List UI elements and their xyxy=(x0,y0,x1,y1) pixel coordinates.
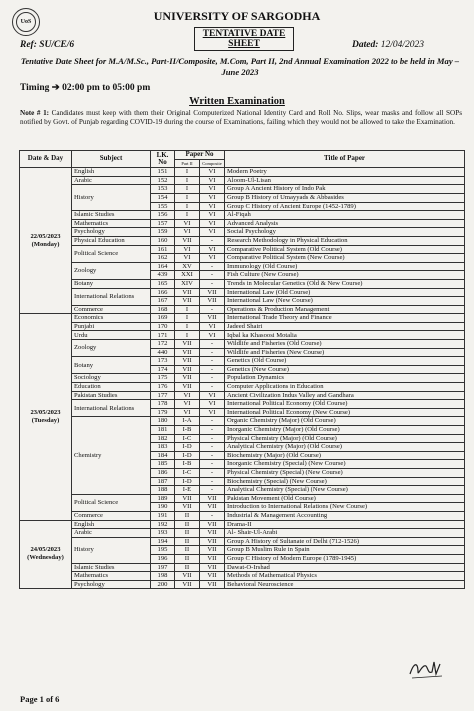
table-row xyxy=(20,520,465,529)
paper-title: Operations & Production Management xyxy=(225,305,465,314)
paper-part2: I xyxy=(175,211,200,220)
paper-composite: VI xyxy=(200,211,225,220)
subject-name: Mathematics xyxy=(72,219,151,228)
paper-title: International Political Economy (Old Course) xyxy=(225,400,465,409)
note-label: Note # 1: xyxy=(20,109,50,117)
date-value: 22/05/2023 xyxy=(30,232,61,240)
day-value: (Wednesday) xyxy=(27,554,64,562)
paper-part2: I-D xyxy=(175,477,200,486)
lk-number: 182 xyxy=(151,434,175,443)
lk-number: 169 xyxy=(151,314,175,323)
paper-composite: - xyxy=(200,262,225,271)
lk-number: 151 xyxy=(151,168,175,177)
paper-composite: VI xyxy=(200,193,225,202)
paper-composite: - xyxy=(200,236,225,245)
subject-name: Pakistan Studies xyxy=(72,391,151,400)
paper-title: International Trade Theory and Finance xyxy=(225,314,465,323)
subject-name: History xyxy=(72,537,151,563)
paper-composite: - xyxy=(200,486,225,495)
subject-name: Commerce xyxy=(72,511,151,520)
paper-part2: VI xyxy=(175,245,200,254)
day-value: (Monday) xyxy=(31,240,60,248)
subject-name: Psychology xyxy=(72,580,151,589)
paper-title: Behavioral Neuroscience xyxy=(225,580,465,589)
table-row xyxy=(20,580,465,589)
subject-name: Arabic xyxy=(72,529,151,538)
paper-title: Advanced Analysis xyxy=(225,219,465,228)
table-row xyxy=(20,322,465,331)
paper-part2: I xyxy=(175,185,200,194)
lk-number: 152 xyxy=(151,176,175,185)
table-row xyxy=(20,288,465,297)
date-value: 23/05/2023 xyxy=(30,408,61,416)
paper-title: Al- Shair-Ul-Arabi xyxy=(225,529,465,538)
paper-part2: XV xyxy=(175,262,200,271)
paper-part2: VII xyxy=(175,365,200,374)
subject-name: International Relations xyxy=(72,288,151,305)
paper-part2: II xyxy=(175,537,200,546)
table-row xyxy=(20,537,465,546)
paper-part2: VI xyxy=(175,408,200,417)
lk-number: 197 xyxy=(151,563,175,572)
paper-part2: VII xyxy=(175,348,200,357)
lk-number: 188 xyxy=(151,486,175,495)
table-row xyxy=(20,331,465,340)
paper-composite: VII xyxy=(200,537,225,546)
paper-title: International Political Economy (New Course) xyxy=(225,408,465,417)
paper-title: Population Dynamics xyxy=(225,374,465,383)
lk-number: 176 xyxy=(151,383,175,392)
paper-composite: - xyxy=(200,468,225,477)
paper-title: Fish Culture (New Course) xyxy=(225,271,465,280)
paper-composite: VII xyxy=(200,297,225,306)
paper-title: Inorganic Chemistry (Special) (New Course) xyxy=(225,460,465,469)
paper-part2: I-D xyxy=(175,443,200,452)
document-heading: TENTATIVE DATE SHEET xyxy=(194,27,294,51)
paper-title: Comparative Political System (Old Course) xyxy=(225,245,465,254)
paper-composite: - xyxy=(200,305,225,314)
paper-composite: VI xyxy=(200,408,225,417)
subject-name: Sociology xyxy=(72,374,151,383)
lk-number: 155 xyxy=(151,202,175,211)
paper-title: Comparative Political System (New Course) xyxy=(225,254,465,263)
paper-composite: VII xyxy=(200,580,225,589)
paper-part2: VII xyxy=(175,503,200,512)
table-row xyxy=(20,219,465,228)
paper-part2: VI xyxy=(175,391,200,400)
lk-number: 186 xyxy=(151,468,175,477)
dated-value: 12/04/2023 xyxy=(380,40,425,50)
table-row xyxy=(20,494,465,503)
lk-number: 194 xyxy=(151,537,175,546)
paper-composite: VI xyxy=(200,331,225,340)
paper-part2: I xyxy=(175,193,200,202)
paper-title: Organic Chemistry (Major) (Old Course) xyxy=(225,417,465,426)
header-subject: Subject xyxy=(72,151,151,168)
paper-title: Trends in Molecular Genetics (Old & New Course) xyxy=(225,279,465,288)
lk-number: 193 xyxy=(151,529,175,538)
day-value: (Tuesday) xyxy=(31,416,60,424)
paper-composite: - xyxy=(200,451,225,460)
paper-title: Group B Muslim Rule in Spain xyxy=(225,546,465,555)
paper-title: Group C History of Modern Europe (1789-1945) xyxy=(225,554,465,563)
reference-number: Ref: SU/CE/6 xyxy=(20,40,75,50)
paper-title: Pakistan Movement (Old Course) xyxy=(225,494,465,503)
table-row xyxy=(20,176,465,185)
paper-part2: VI xyxy=(175,219,200,228)
paper-composite: - xyxy=(200,365,225,374)
table-row xyxy=(20,340,465,349)
lk-number: 190 xyxy=(151,503,175,512)
paper-part2: II xyxy=(175,563,200,572)
paper-part2: I-E xyxy=(175,486,200,495)
university-name: UNIVERSITY OF SARGODHA xyxy=(153,9,321,23)
paper-part2: II xyxy=(175,554,200,563)
paper-part2: VI xyxy=(175,254,200,263)
table-row xyxy=(20,262,465,271)
paper-composite: VI xyxy=(200,176,225,185)
table-row xyxy=(20,383,465,392)
paper-part2: II xyxy=(175,520,200,529)
note-text: Candidates must keep with them their Original Computerized National Identity Card and Roll No. Slips, wear masks and follow all SOPs notified by Govt. of Punjab regarding COVID-19 during the course of Examinations, failing which they would not be allowed to take the Examination. xyxy=(20,109,463,126)
subject-name: English xyxy=(72,520,151,529)
paper-title: Genetics (Old Course) xyxy=(225,357,465,366)
paper-title: Group B History of Umayyads & Abbasides xyxy=(225,193,465,202)
subject-name: International Relations xyxy=(72,400,151,417)
paper-title: Wildlife and Fisheries (Old Course) xyxy=(225,340,465,349)
table-row xyxy=(20,211,465,220)
paper-composite: - xyxy=(200,340,225,349)
paper-title: Genetics (New Course) xyxy=(225,365,465,374)
subject-name: Chemistry xyxy=(72,417,151,494)
paper-title: Modern Poetry xyxy=(225,168,465,177)
subject-name: Education xyxy=(72,383,151,392)
paper-composite: VII xyxy=(200,494,225,503)
paper-part2: II xyxy=(175,511,200,520)
paper-part2: I-B xyxy=(175,426,200,435)
lk-number: 162 xyxy=(151,254,175,263)
paper-title: Analytical Chemistry (Special) (New Course) xyxy=(225,486,465,495)
paper-part2: VII xyxy=(175,383,200,392)
paper-composite: VI xyxy=(200,219,225,228)
table-row xyxy=(20,572,465,581)
subject-name: Botany xyxy=(72,357,151,374)
subject-name: Political Science xyxy=(72,494,151,511)
lk-number: 181 xyxy=(151,426,175,435)
lk-number: 189 xyxy=(151,494,175,503)
paper-title: Biochemistry (Special) (New Course) xyxy=(225,477,465,486)
paper-part2: VII xyxy=(175,288,200,297)
signature-icon xyxy=(406,658,446,680)
table-row xyxy=(20,279,465,288)
paper-composite: - xyxy=(200,417,225,426)
subject-name: Political Science xyxy=(72,245,151,262)
table-row xyxy=(20,529,465,538)
lk-number: 167 xyxy=(151,297,175,306)
lk-number: 195 xyxy=(151,546,175,555)
subject-name: Physical Education xyxy=(72,236,151,245)
subject-name: History xyxy=(72,185,151,211)
paper-composite: VI xyxy=(200,391,225,400)
lk-number: 161 xyxy=(151,245,175,254)
paper-part2: II xyxy=(175,546,200,555)
paper-part2: XIV xyxy=(175,279,200,288)
paper-composite: VI xyxy=(200,228,225,237)
table-row xyxy=(20,245,465,254)
paper-title: Group A Ancient History of Indo Pak xyxy=(225,185,465,194)
paper-title: Drama-II xyxy=(225,520,465,529)
header-title: Title of Paper xyxy=(225,151,465,168)
subtitle: Tentative Date Sheet for M.A/M.Sc., Part-II/Composite, M.Com, Part II, 2nd Annual Examination 2022 to be held in May – June 2023 xyxy=(20,56,460,77)
subject-name: Psychology xyxy=(72,228,151,237)
timing-value: 02:00 pm to 05:00 pm xyxy=(62,83,151,93)
paper-title: Immunology (Old Course) xyxy=(225,262,465,271)
lk-number: 200 xyxy=(151,580,175,589)
lk-number: 184 xyxy=(151,451,175,460)
paper-title: Aloom-Ul-Lisan xyxy=(225,176,465,185)
lk-number: 177 xyxy=(151,391,175,400)
table-row xyxy=(20,236,465,245)
header-paper: Paper No xyxy=(175,151,225,160)
paper-part2: I-C xyxy=(175,434,200,443)
paper-title: Wildlife and Fisheries (New Course) xyxy=(225,348,465,357)
paper-title: Social Psychology xyxy=(225,228,465,237)
timing-label: Timing xyxy=(20,83,50,93)
lk-number: 157 xyxy=(151,219,175,228)
lk-number: 178 xyxy=(151,400,175,409)
subject-name: Economics xyxy=(72,314,151,323)
paper-composite: - xyxy=(200,434,225,443)
header-part2: Part II xyxy=(175,159,200,168)
paper-part2: I xyxy=(175,314,200,323)
paper-part2: VII xyxy=(175,580,200,589)
paper-title: Iqbal ka Khasoosi Motalia xyxy=(225,331,465,340)
paper-part2: VI xyxy=(175,228,200,237)
subject-name: English xyxy=(72,168,151,177)
table-body xyxy=(20,168,465,589)
table-row xyxy=(20,563,465,572)
lk-number: 183 xyxy=(151,443,175,452)
paper-composite: - xyxy=(200,477,225,486)
paper-part2: I xyxy=(175,176,200,185)
paper-title: Ancient Civilization Indus Valley and Gandhara xyxy=(225,391,465,400)
lk-number: 164 xyxy=(151,262,175,271)
paper-part2: I-D xyxy=(175,451,200,460)
paper-composite: - xyxy=(200,348,225,357)
table-row xyxy=(20,168,465,177)
paper-title: Group C History of Ancient Europe (1452-1789) xyxy=(225,202,465,211)
paper-composite: - xyxy=(200,374,225,383)
paper-part2: I xyxy=(175,168,200,177)
paper-part2: I xyxy=(175,305,200,314)
lk-number: 173 xyxy=(151,357,175,366)
paper-composite: VI xyxy=(200,254,225,263)
paper-title: Inorganic Chemistry (Major) (Old Course) xyxy=(225,426,465,435)
paper-composite: VI xyxy=(200,400,225,409)
note xyxy=(20,109,462,127)
lk-number: 198 xyxy=(151,572,175,581)
paper-part2: VII xyxy=(175,236,200,245)
table-row xyxy=(20,391,465,400)
paper-composite: VII xyxy=(200,554,225,563)
section-title: Written Examination xyxy=(189,96,285,107)
paper-title: Introduction to International Relations (New Course) xyxy=(225,503,465,512)
paper-part2: I-C xyxy=(175,468,200,477)
paper-part2: II xyxy=(175,529,200,538)
lk-number: 165 xyxy=(151,279,175,288)
lk-number: 196 xyxy=(151,554,175,563)
lk-number: 159 xyxy=(151,228,175,237)
paper-title: Industrial & Management Accounting xyxy=(225,511,465,520)
table-row xyxy=(20,185,465,194)
paper-title: International Law (New Course) xyxy=(225,297,465,306)
paper-composite: VII xyxy=(200,314,225,323)
paper-title: Computer Applications in Education xyxy=(225,383,465,392)
subject-name: Zoology xyxy=(72,340,151,357)
subject-name: Zoology xyxy=(72,262,151,279)
paper-part2: I xyxy=(175,331,200,340)
lk-number: 187 xyxy=(151,477,175,486)
paper-title: Al-Fiqah xyxy=(225,211,465,220)
paper-part2: VII xyxy=(175,297,200,306)
subject-name: Botany xyxy=(72,279,151,288)
subject-name: Urdu xyxy=(72,331,151,340)
table-row xyxy=(20,417,465,426)
paper-title: Research Methodology in Physical Education xyxy=(225,236,465,245)
paper-title: Dawat-O-Irshad xyxy=(225,563,465,572)
lk-number: 439 xyxy=(151,271,175,280)
table-row xyxy=(20,400,465,409)
paper-composite: VI xyxy=(200,185,225,194)
header-composite: Composite xyxy=(200,159,225,168)
paper-composite: - xyxy=(200,271,225,280)
paper-title: Physical Chemistry (Special) (New Course) xyxy=(225,468,465,477)
subject-name: Islamic Studies xyxy=(72,211,151,220)
timing xyxy=(20,82,150,93)
paper-title: Physical Chemistry (Major) (Old Course) xyxy=(225,434,465,443)
paper-title: Jadeed Shairi xyxy=(225,322,465,331)
lk-number: 171 xyxy=(151,331,175,340)
university-logo: UoS xyxy=(12,8,40,36)
table-row xyxy=(20,305,465,314)
lk-number: 166 xyxy=(151,288,175,297)
paper-part2: I xyxy=(175,202,200,211)
lk-number: 160 xyxy=(151,236,175,245)
table-row xyxy=(20,374,465,383)
paper-composite: VII xyxy=(200,546,225,555)
paper-part2: XXI xyxy=(175,271,200,280)
paper-composite: VII xyxy=(200,563,225,572)
lk-number: 191 xyxy=(151,511,175,520)
paper-part2: VI xyxy=(175,400,200,409)
lk-number: 168 xyxy=(151,305,175,314)
header-date: Date & Day xyxy=(20,151,72,168)
paper-part2: VII xyxy=(175,357,200,366)
paper-part2: I-B xyxy=(175,460,200,469)
lk-number: 156 xyxy=(151,211,175,220)
paper-part2: I-A xyxy=(175,417,200,426)
paper-part2: VII xyxy=(175,340,200,349)
paper-part2: VII xyxy=(175,572,200,581)
page-number: Page 1 of 6 xyxy=(20,694,60,704)
paper-composite: - xyxy=(200,443,225,452)
paper-composite: - xyxy=(200,357,225,366)
paper-part2: VII xyxy=(175,374,200,383)
header-lk: LK. No xyxy=(151,151,175,168)
paper-title: Analytical Chemistry (Major) (Old Course) xyxy=(225,443,465,452)
paper-title: International Law (Old Course) xyxy=(225,288,465,297)
lk-number: 192 xyxy=(151,520,175,529)
exam-date xyxy=(20,168,72,314)
paper-title: Group A History of Sultanate of Delhi (712-1526) xyxy=(225,537,465,546)
table-row xyxy=(20,357,465,366)
paper-composite: - xyxy=(200,383,225,392)
paper-composite: VII xyxy=(200,529,225,538)
paper-composite: VII xyxy=(200,572,225,581)
paper-composite: VI xyxy=(200,322,225,331)
dated-label: Dated: xyxy=(352,40,379,50)
paper-composite: VII xyxy=(200,288,225,297)
lk-number: 170 xyxy=(151,322,175,331)
paper-title: Methods of Mathematical Physics xyxy=(225,572,465,581)
paper-composite: - xyxy=(200,426,225,435)
paper-composite: - xyxy=(200,460,225,469)
lk-number: 180 xyxy=(151,417,175,426)
lk-number: 174 xyxy=(151,365,175,374)
subject-name: Islamic Studies xyxy=(72,563,151,572)
lk-number: 153 xyxy=(151,185,175,194)
lk-number: 154 xyxy=(151,193,175,202)
paper-composite: VI xyxy=(200,202,225,211)
paper-composite: - xyxy=(200,279,225,288)
table-row xyxy=(20,314,465,323)
exam-date xyxy=(20,314,72,520)
paper-composite: VII xyxy=(200,503,225,512)
lk-number: 179 xyxy=(151,408,175,417)
lk-number: 185 xyxy=(151,460,175,469)
exam-date xyxy=(20,520,72,589)
lk-number: 440 xyxy=(151,348,175,357)
paper-part2: VII xyxy=(175,494,200,503)
arrow-icon: ➔ xyxy=(51,83,60,93)
paper-part2: I xyxy=(175,322,200,331)
paper-title: Biochemistry (Major) (Old Course) xyxy=(225,451,465,460)
subject-name: Commerce xyxy=(72,305,151,314)
subject-name: Arabic xyxy=(72,176,151,185)
paper-composite: VI xyxy=(200,168,225,177)
subject-name: Mathematics xyxy=(72,572,151,581)
date-sheet-table xyxy=(19,150,465,589)
paper-composite: VII xyxy=(200,520,225,529)
paper-composite: VI xyxy=(200,245,225,254)
lk-number: 172 xyxy=(151,340,175,349)
paper-composite: - xyxy=(200,511,225,520)
lk-number: 175 xyxy=(151,374,175,383)
table-row xyxy=(20,511,465,520)
date-value: 24/05/2023 xyxy=(30,546,61,554)
table-row xyxy=(20,228,465,237)
subject-name: Punjabi xyxy=(72,322,151,331)
dated-field xyxy=(352,40,424,50)
